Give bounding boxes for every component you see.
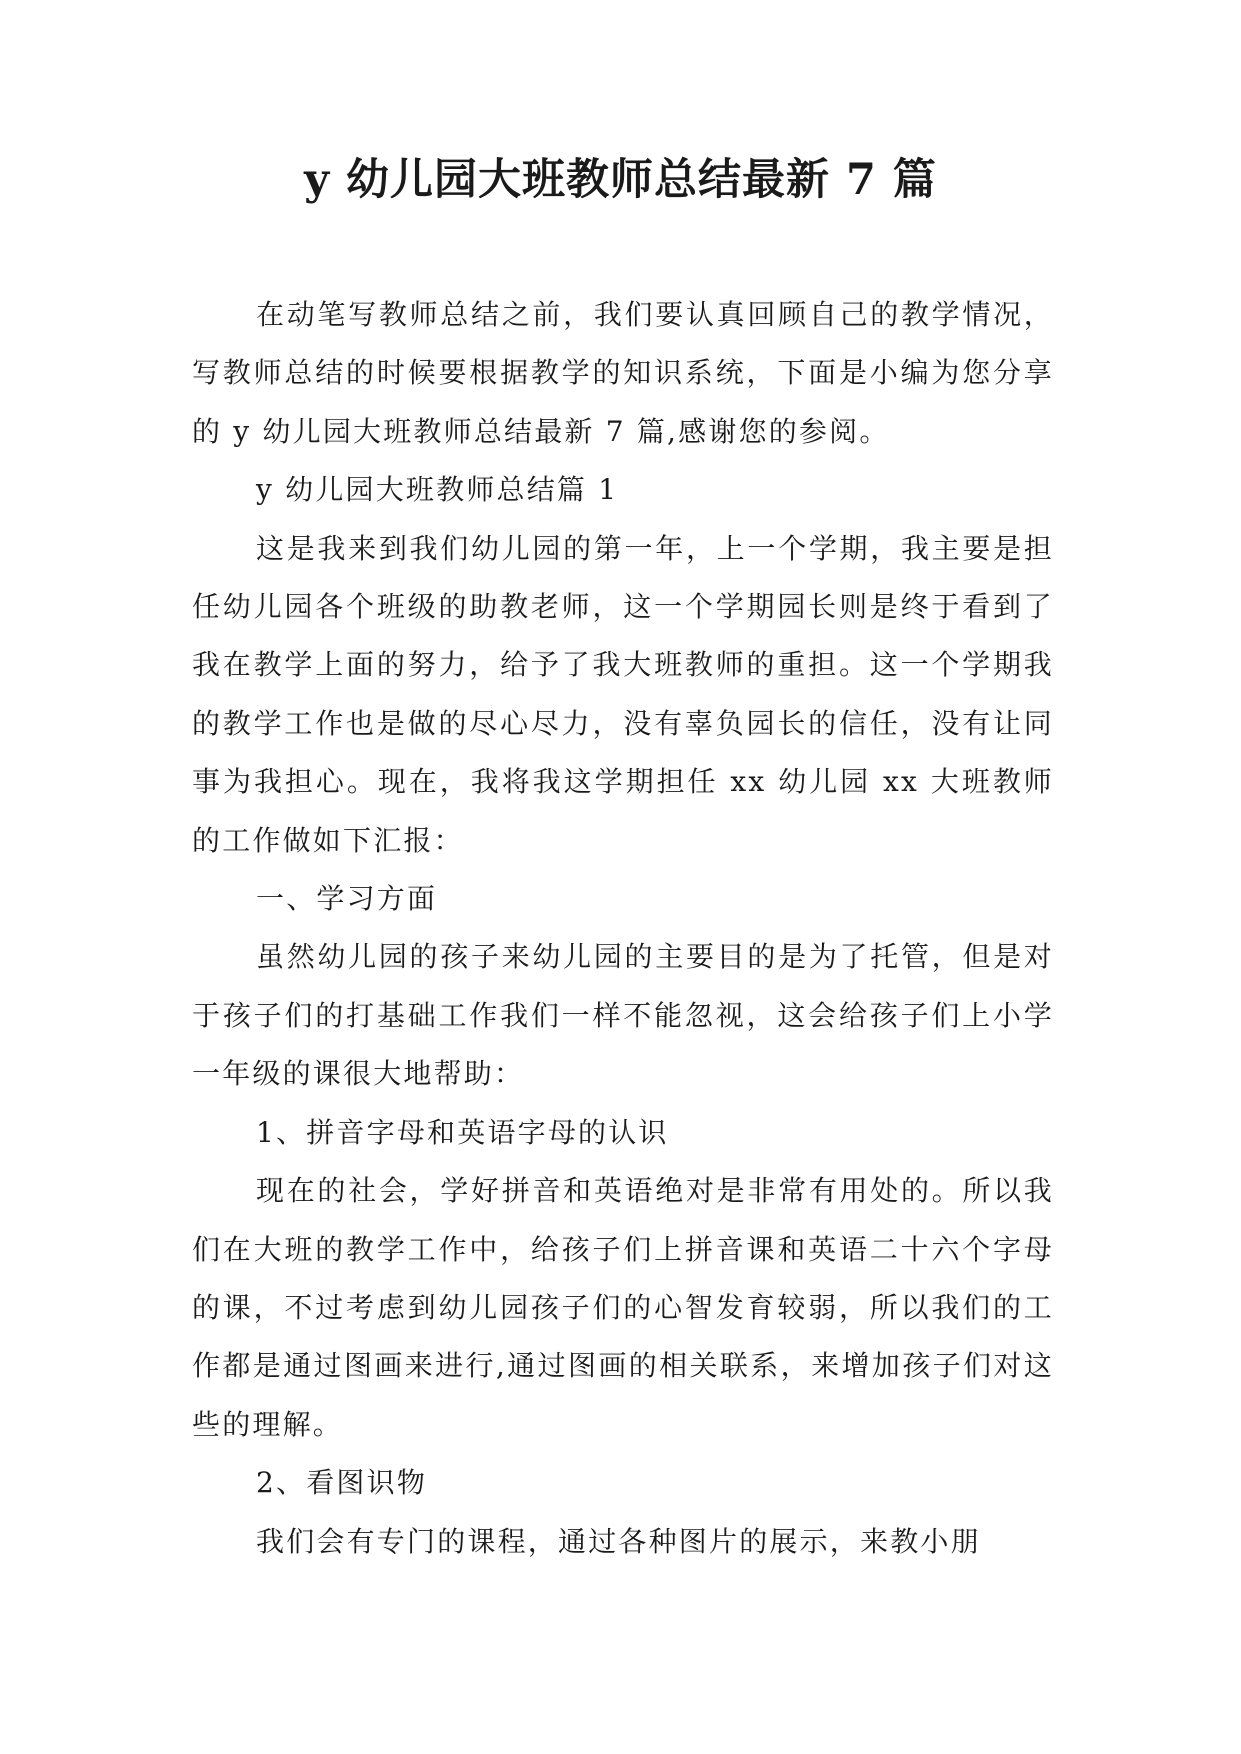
heading-picture-recognition: 2、看图识物 <box>256 1466 428 1500</box>
intro-paragraph: 在动笔写教师总结之前，我们要认真回顾自己的教学情况，写教师总结的时候要根据教学的知识系统，下面是小编为您分享的 y 幼儿园大班教师总结最新 7 篇,感谢您的参阅。 <box>192 298 1054 448</box>
heading-study: 一、学习方面 <box>256 882 438 916</box>
picture-recognition-paragraph: 我们会有专门的课程，通过各种图片的展示，来教小朋 <box>256 1524 981 1558</box>
section-heading-part-1: y 幼儿园大班教师总结篇 1 <box>256 473 619 507</box>
document-title: y 幼儿园大班教师总结最新 7 篇 <box>304 155 937 205</box>
opening-paragraph: 这是我来到我们幼儿园的第一年，上一个学期，我主要是担任幼儿园各个班级的助教老师，这一个学期园长则是终于看到了我在教学上面的努力，给予了我大班教师的重担。这一个学期我的教学工作也是做的尽心尽力，没有辜负园长的信任，没有让同事为我担心。现在，我将我这学期担任 xx 幼儿园 xx 大班教师的工作做如下汇报： <box>192 531 1054 857</box>
study-paragraph: 虽然幼儿园的孩子来幼儿园的主要目的是为了托管，但是对于孩子们的打基础工作我们一样不能忽视，这会给孩子们上小学一年级的课很大地帮助： <box>192 940 1054 1091</box>
alphabet-paragraph: 现在的社会，学好拼音和英语绝对是非常有用处的。所以我们在大班的教学工作中，给孩子们上拼音课和英语二十六个字母的课，不过考虑到幼儿园孩子们的心智发育较弱，所以我们的工作都是通过图画来进行,通过图画的相关联系，来增加孩子们对这些的理解。 <box>192 1174 1054 1441</box>
heading-alphabet: 1、拼音字母和英语字母的认识 <box>256 1115 669 1149</box>
document-body <box>192 286 1054 1571</box>
